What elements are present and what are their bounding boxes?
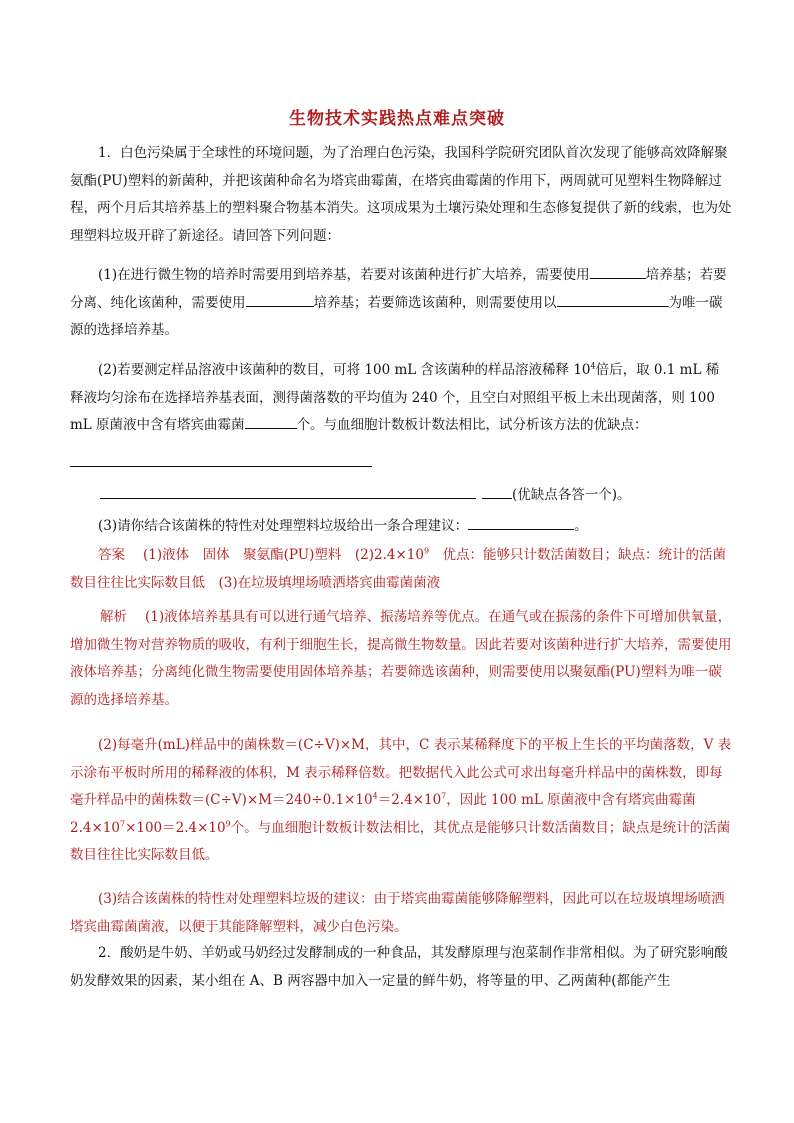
- answer-text-2: 优点：能够只计数活菌数目；缺点：统计的活菌数目往往比实际数目低 (3)在垃圾填埋场喷洒塔宾曲霉菌菌液: [70, 547, 727, 591]
- answer-block: [70, 542, 732, 597]
- analysis-sup-4: 9: [225, 819, 231, 828]
- analysis-text-1: (1)液体培养基具有可以进行通气培养、振荡培养等优点。在通气或在振荡的条件下可增加供氧量，增加微生物对营养物质的吸收，有利于细胞生长，提高微生物数量。因此若要对该菌种进行扩大培养，需要使用液体培养基；分离纯化微生物需要使用固体培养基；若要筛选该菌种，则需要使用以聚氨酯(PU)塑料为唯一碳源的选择培养基。: [70, 609, 732, 708]
- answer-blank-1[interactable]: [590, 264, 646, 279]
- q1-part3-text-a: (3)请你结合该菌株的特性对处理塑料垃圾给出一条合理建议：: [98, 518, 469, 534]
- answer-line-7[interactable]: [482, 484, 512, 499]
- analysis-text-2e: 个。与血细胞计数板计数法相比，其优点是能够只计数活菌数目；缺点是统计的活菌数目往往比实际数目低。: [70, 819, 731, 863]
- question-1-stem: 1．白色污染属于全球性的环境问题，为了治理白色污染，我国科学院研究团队首次发现了能够高效降解聚氨酯(PU)塑料的新菌种，并把该菌种命名为塔宾曲霉菌，在塔宾曲霉菌的作用下，两周就可见塑料生物降解过程，两个月后其培养基上的塑料聚合物基本消失。这项成果为土壤污染处理和生态修复提供了新的线索，也为处理塑料垃圾开辟了新途径。请回答下列问题：: [70, 145, 732, 244]
- q1-part1-text-d: 为唯一碳源的选择培养基。: [70, 294, 723, 338]
- answer-blank-4[interactable]: [245, 414, 297, 429]
- question-1-part-2-tail: [100, 482, 732, 510]
- answer-label: 答案: [98, 547, 125, 563]
- q1-part2-sup-1: 4: [590, 361, 596, 371]
- q1-part1-text-b: 培养基；若要分离、纯化该菌种，需要使用: [70, 267, 727, 311]
- answer-text-1: (1)液体 固体 聚氨酯(PU)塑料 (2)2.4×10: [143, 547, 424, 563]
- analysis-text-2d: ×100＝2.4×10: [125, 819, 226, 836]
- q1-part1-text-c: 培养基；若要筛选该菌种，则需要使用以: [313, 294, 557, 311]
- analysis-sup-1: 4: [372, 791, 378, 801]
- analysis-paragraph-3: (3)结合该菌株的特性对处理塑料垃圾的建议：由于塔宾曲霉菌能够降解塑料，因此可以在垃圾填埋场喷洒塔宾曲霉菌菌液，以便于其能降解塑料，减少白色污染。: [70, 891, 725, 935]
- analysis-text-2c: ，因此 100 mL 原菌液中含有塔宾曲霉菌 2.4×10: [70, 792, 696, 836]
- q1-part1-text-a: (1)在进行微生物的培养时需要用到培养基，若要对该菌种进行扩大培养，需要使用: [98, 267, 590, 283]
- analysis-text-2a: (2)每毫升(mL)样品中的菌株数＝(C÷V)×M，其中，C 表示某稀释度下的平板上生长的平均菌落数，V 表示涂布平板时所用的稀释液的体积，M 表示稀释倍数。把数据代入此公式可求出每毫升样品中的菌株数，即每毫升样品中的菌株数＝(C÷V)×M＝240÷0.1×10: [70, 737, 732, 808]
- question-1-part-2: [70, 357, 732, 440]
- answer-sup: 9: [423, 546, 430, 556]
- page-title: 生物技术实践热点难点突破: [289, 109, 505, 129]
- analysis-sup-2: 7: [441, 791, 447, 801]
- answer-blank-2[interactable]: [246, 292, 314, 307]
- analysis-paragraph-2: [70, 732, 732, 870]
- analysis-text-2b: ＝2.4×10: [377, 792, 442, 808]
- q1-part3-text-b: 。: [574, 518, 588, 534]
- question-2-stem: 2．酸奶是牛奶、羊奶或马奶经过发酵制成的一种食品，其发酵原理与泡菜制作非常相似。为了研究影响酸奶发酵效果的因素，某小组在 A、B 两容器中加入一定量的鲜牛奶，将等量的甲、乙两菌种(都能产生: [70, 945, 728, 989]
- answer-blank-8[interactable]: [468, 515, 574, 530]
- question-1-part-3: [70, 513, 732, 541]
- analysis-label: 解析: [100, 609, 127, 625]
- q1-part2-text-a: (2)若要测定样品溶液中该菌种的数目，可将 100 mL 含该菌种的样品溶液稀释 10: [98, 362, 591, 378]
- analysis-sup-3: 7: [119, 819, 126, 828]
- answer-line-6[interactable]: [100, 484, 476, 499]
- q1-part2-text-d: (优缺点各答一个)。: [512, 487, 631, 503]
- answer-blank-3[interactable]: [557, 292, 669, 307]
- analysis-paragraph-1: [70, 604, 732, 714]
- answer-line-5[interactable]: [70, 466, 372, 467]
- q1-part2-text-c: 个。与血细胞计数板计数法相比，试分析该方法的优缺点：: [296, 417, 648, 433]
- q1-part2-text-b: 倍后，取 0.1 mL 稀释液均匀涂布在选择培养基表面，测得菌落数的平均值为 240 个，且空白对照组平板上未出现菌落，则 100 mL 原菌液中含有塔宾曲霉菌: [70, 362, 720, 433]
- question-1-part-1: [70, 262, 732, 345]
